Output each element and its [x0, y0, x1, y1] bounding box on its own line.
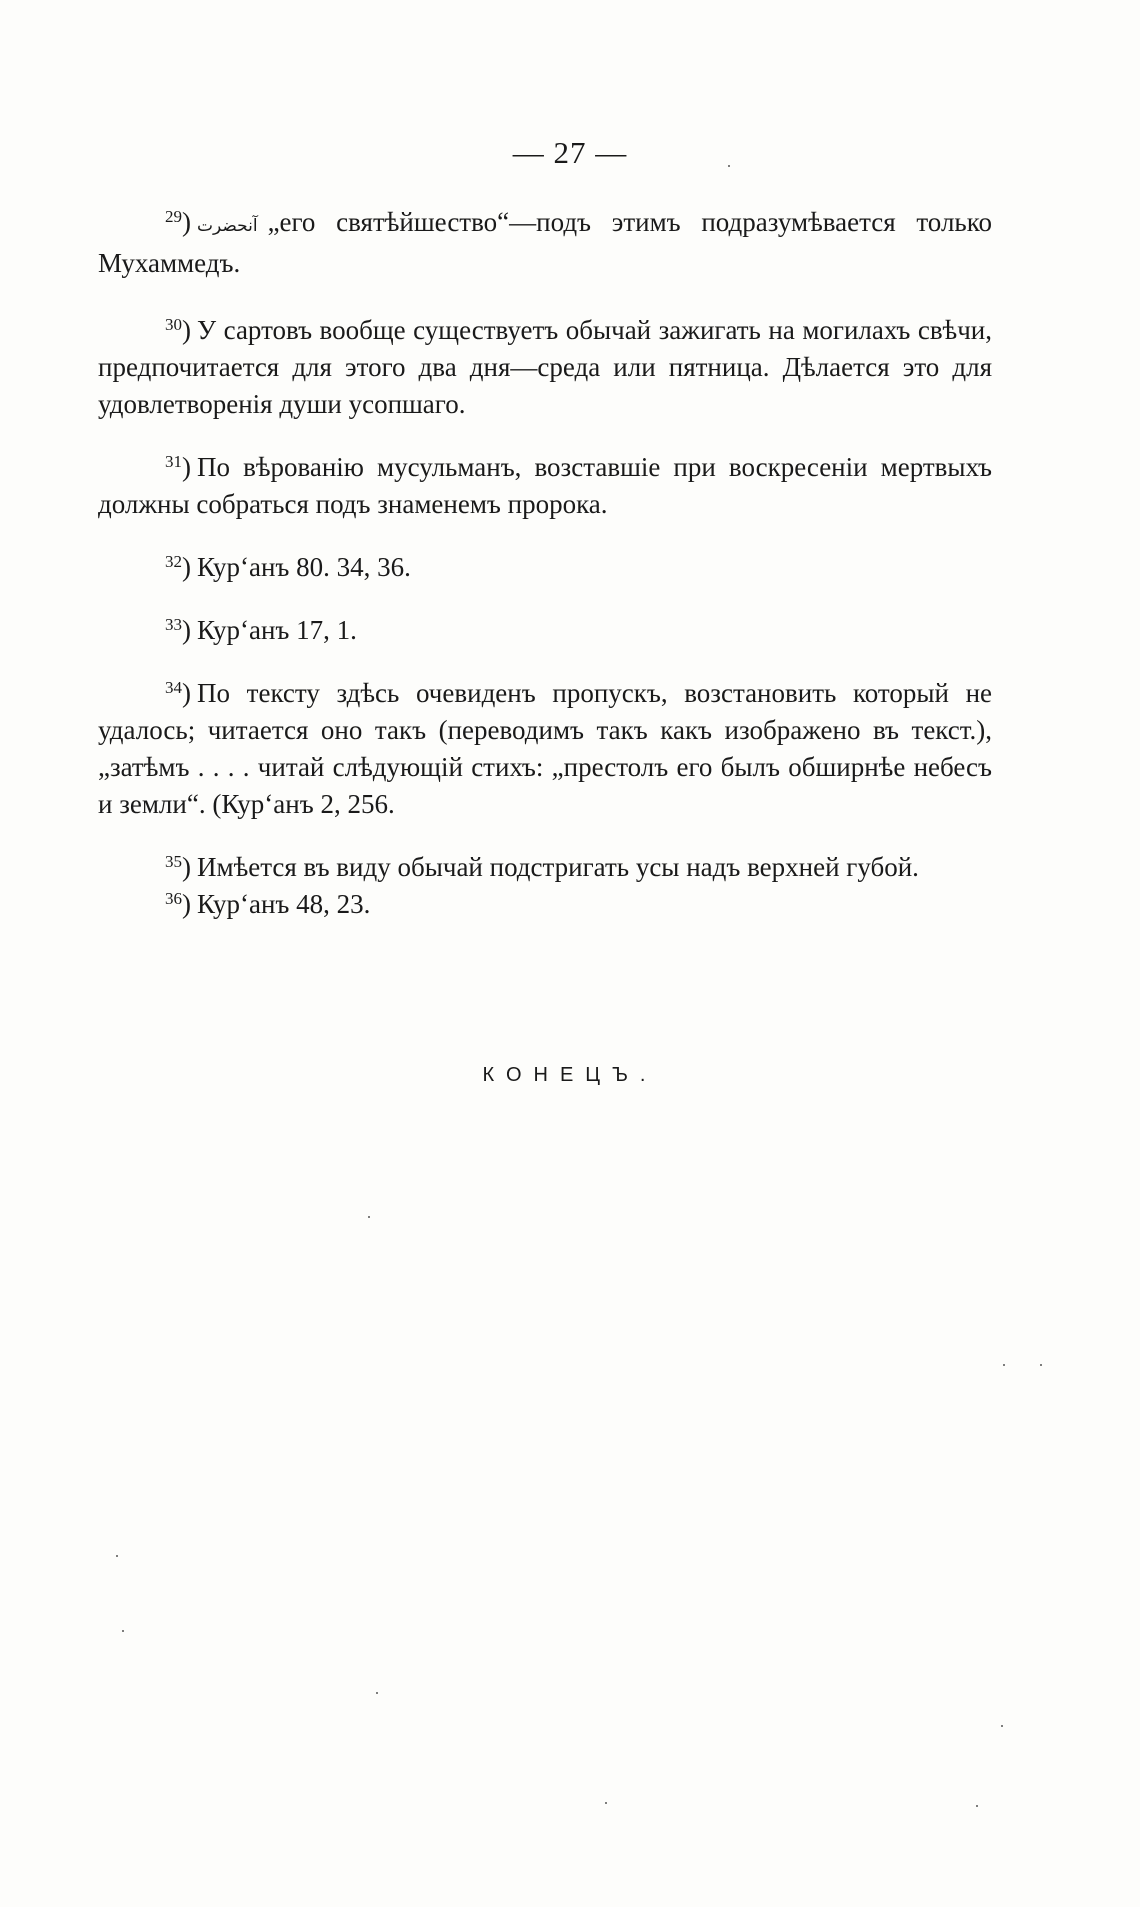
footnote-text: Кур‘анъ 48, 23. [197, 889, 371, 919]
scan-speck [376, 1692, 378, 1694]
scan-speck [1040, 1364, 1042, 1366]
footnote-text: Кур‘анъ 17, 1. [197, 615, 357, 645]
scan-speck [116, 1555, 118, 1557]
footnote-35: $^{35}$) Имѣется въ виду обычай подстригать усы надъ верхней губой. [165, 852, 919, 882]
footnote-number: 32 [165, 552, 182, 571]
footnote-text: Кур‘анъ 80. 34, 36. [197, 552, 411, 582]
scan-speck [1003, 1364, 1005, 1366]
arabic-term: آنحضرت [197, 216, 258, 236]
footnote-text: По тексту здѣсь очевиденъ пропускъ, возстановить который не удалось; читается оно такъ (переводимъ такъ какъ изображено въ текст.), „затѣмъ . . . . читай слѣдующій стихъ: „престолъ его былъ обширнѣе небесъ и земли“. (Кур‘анъ 2, 256. [98, 678, 992, 819]
footnote-36: $^{36}$) Кур‘анъ 48, 23. [165, 889, 371, 919]
scan-speck [605, 1802, 607, 1804]
page-number: — 27 — [512, 135, 628, 170]
scan-speck [368, 1216, 370, 1218]
footnote-number: 30 [165, 315, 182, 334]
footnote-number: 33 [165, 615, 182, 634]
footnote-number: 29 [165, 207, 182, 226]
footnote-number: 34 [165, 678, 182, 697]
footnote-number: 35 [165, 852, 182, 871]
footnote-32: $^{32}$) Кур‘анъ 80. 34, 36. [165, 552, 411, 582]
footnotes [98, 204, 992, 923]
footnote-text: У сартовъ вообще существуетъ обычай зажигать на могилахъ свѣчи, предпочитается для этого два дня—среда или пятница. Дѣлается это для удовлетворенія души усопшаго. [98, 315, 992, 419]
footnote-33: $^{33}$) Кур‘анъ 17, 1. [165, 615, 357, 645]
footnote-text: По вѣрованію мусульманъ, возставшіе при воскресеніи мертвыхъ должны собраться подъ знаменемъ пророка. [98, 452, 992, 519]
scan-speck [976, 1805, 978, 1807]
footnote-31: $^{31}$) По вѣрованію мусульманъ, возставшіе при воскресеніи мертвыхъ должны собраться подъ знаменемъ пророка. [98, 452, 992, 519]
footnote-text: Имѣется въ виду обычай подстригать усы надъ верхней губой. [197, 852, 919, 882]
ending-word: КОНЕЦЪ. [482, 1064, 658, 1086]
footnote-number: 36 [165, 889, 182, 908]
footnote-text: „его святѣйшество“—подъ этимъ подразумѣвается только Мухаммедъ. [98, 207, 992, 278]
footnote-34: $^{34}$) По тексту здѣсь очевиденъ пропускъ, возстановить который не удалось; читается оно такъ (переводимъ такъ какъ изображено въ текст.), „затѣмъ . . . . читай слѣдующій стихъ: „престолъ его былъ обширнѣе небесъ и земли“. (Кур‘анъ 2, 256. [98, 678, 992, 819]
footnote-30: $^{30}$) У сартовъ вообще существуетъ обычай зажигать на могилахъ свѣчи, предпочитается для этого два дня—среда или пятница. Дѣлается это для удовлетворенія души усопшаго. [98, 315, 992, 419]
scan-speck [728, 165, 730, 167]
footnote-number: 31 [165, 452, 182, 471]
footnote-29: $^{29}$) آنحضرت „его святѣйшество“—подъ этимъ подразумѣвается только Мухаммедъ. [98, 207, 992, 278]
scan-speck [1001, 1725, 1003, 1727]
scan-speck [122, 1630, 124, 1632]
